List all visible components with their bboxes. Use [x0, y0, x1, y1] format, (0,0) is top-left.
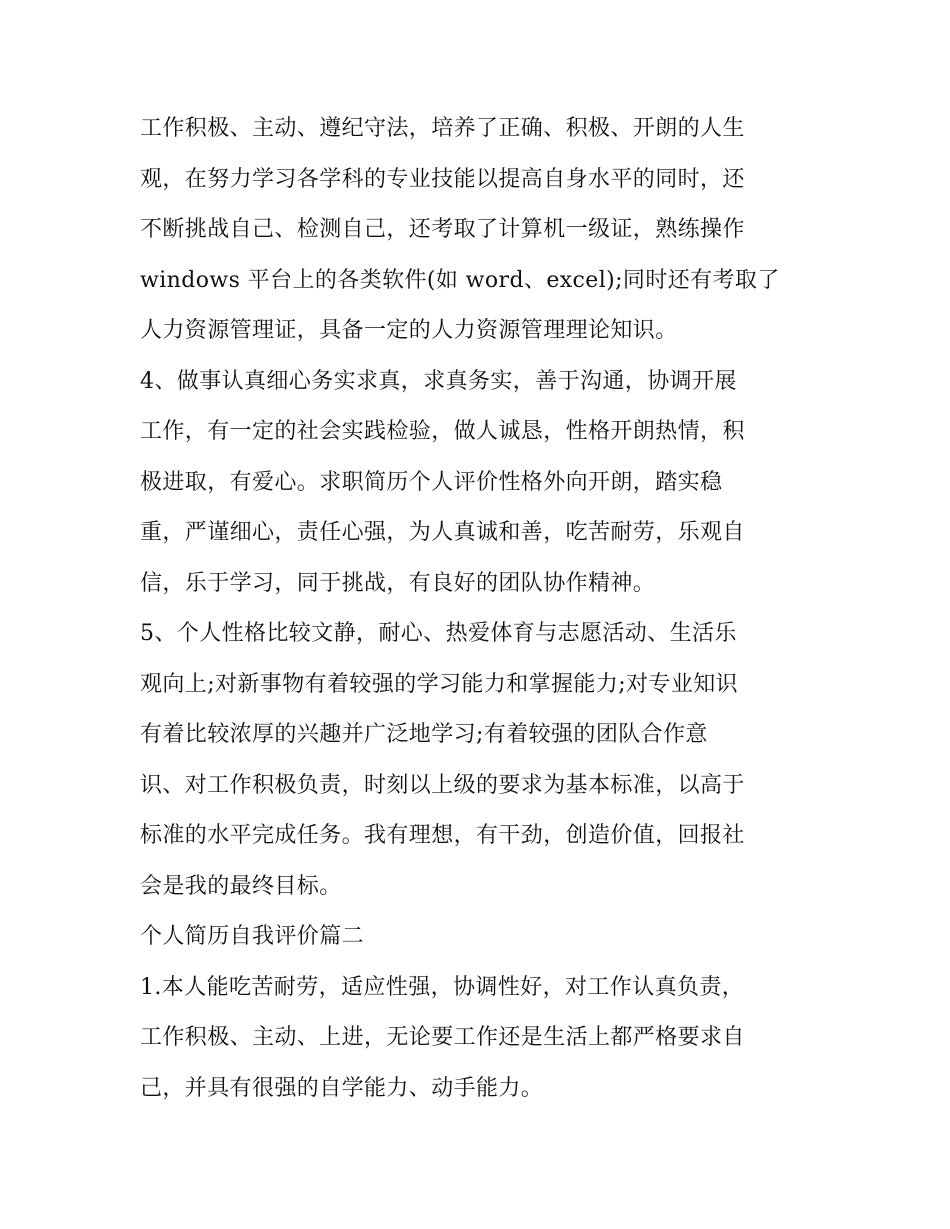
text-line: 4、做事认真细心务实求真，求真务实，善于沟通，协调开展	[140, 368, 737, 394]
text-line: 观向上;对新事物有着较强的学习能力和掌握能力;对专业知识	[140, 671, 739, 697]
text-line: 5、个人性格比较文静，耐心、热爱体育与志愿活动、生活乐	[140, 621, 737, 646]
text-line: 人力资源管理证，具备一定的人力资源管理理论知识。	[140, 318, 678, 343]
text-line: 会是我的最终目标。	[140, 873, 342, 899]
text-line: 工作积极、主动、遵纪守法，培养了正确、积极、开朗的人生	[140, 116, 745, 141]
document-body	[140, 104, 820, 1114]
text-line: 信，乐于学习，同于挑战，有良好的团队协作精神。	[140, 570, 656, 596]
text-line: 1.本人能吃苦耐劳，适应性强，协调性好，对工作认真负责，	[140, 974, 745, 1000]
text-line: 己，并具有很强的自学能力、动手能力。	[140, 1075, 544, 1101]
text-line: 有着比较浓厚的兴趣并广泛地学习;有着较强的团队合作意	[140, 722, 708, 747]
text-line: 重，严谨细心，责任心强，为人真诚和善，吃苦耐劳，乐观自	[140, 520, 745, 545]
text-line: 极进取，有爱心。求职简历个人评价性格外向开朗，踏实稳	[140, 469, 723, 495]
section-heading: 个人简历自我评价篇二	[140, 924, 365, 949]
text-line: 识、对工作积极负责，时刻以上级的要求为基本标准，以高于	[140, 772, 745, 798]
text-line: 工作积极、主动、上进，无论要工作还是生活上都严格要求自	[140, 1025, 745, 1050]
text-line: 标准的水平完成任务。我有理想，有干劲，创造价值，回报社	[140, 823, 745, 848]
text-line: 观，在努力学习各学科的专业技能以提高自身水平的同时，还	[140, 166, 745, 192]
text-line: windows 平台上的各类软件(如 word、excel);同时还有考取了	[140, 267, 780, 293]
text-line: 工作，有一定的社会实践检验，做人诚恳，性格开朗热情，积	[140, 419, 745, 444]
text-line: 不断挑战自己、检测自己，还考取了计算机一级证，熟练操作	[140, 217, 745, 242]
